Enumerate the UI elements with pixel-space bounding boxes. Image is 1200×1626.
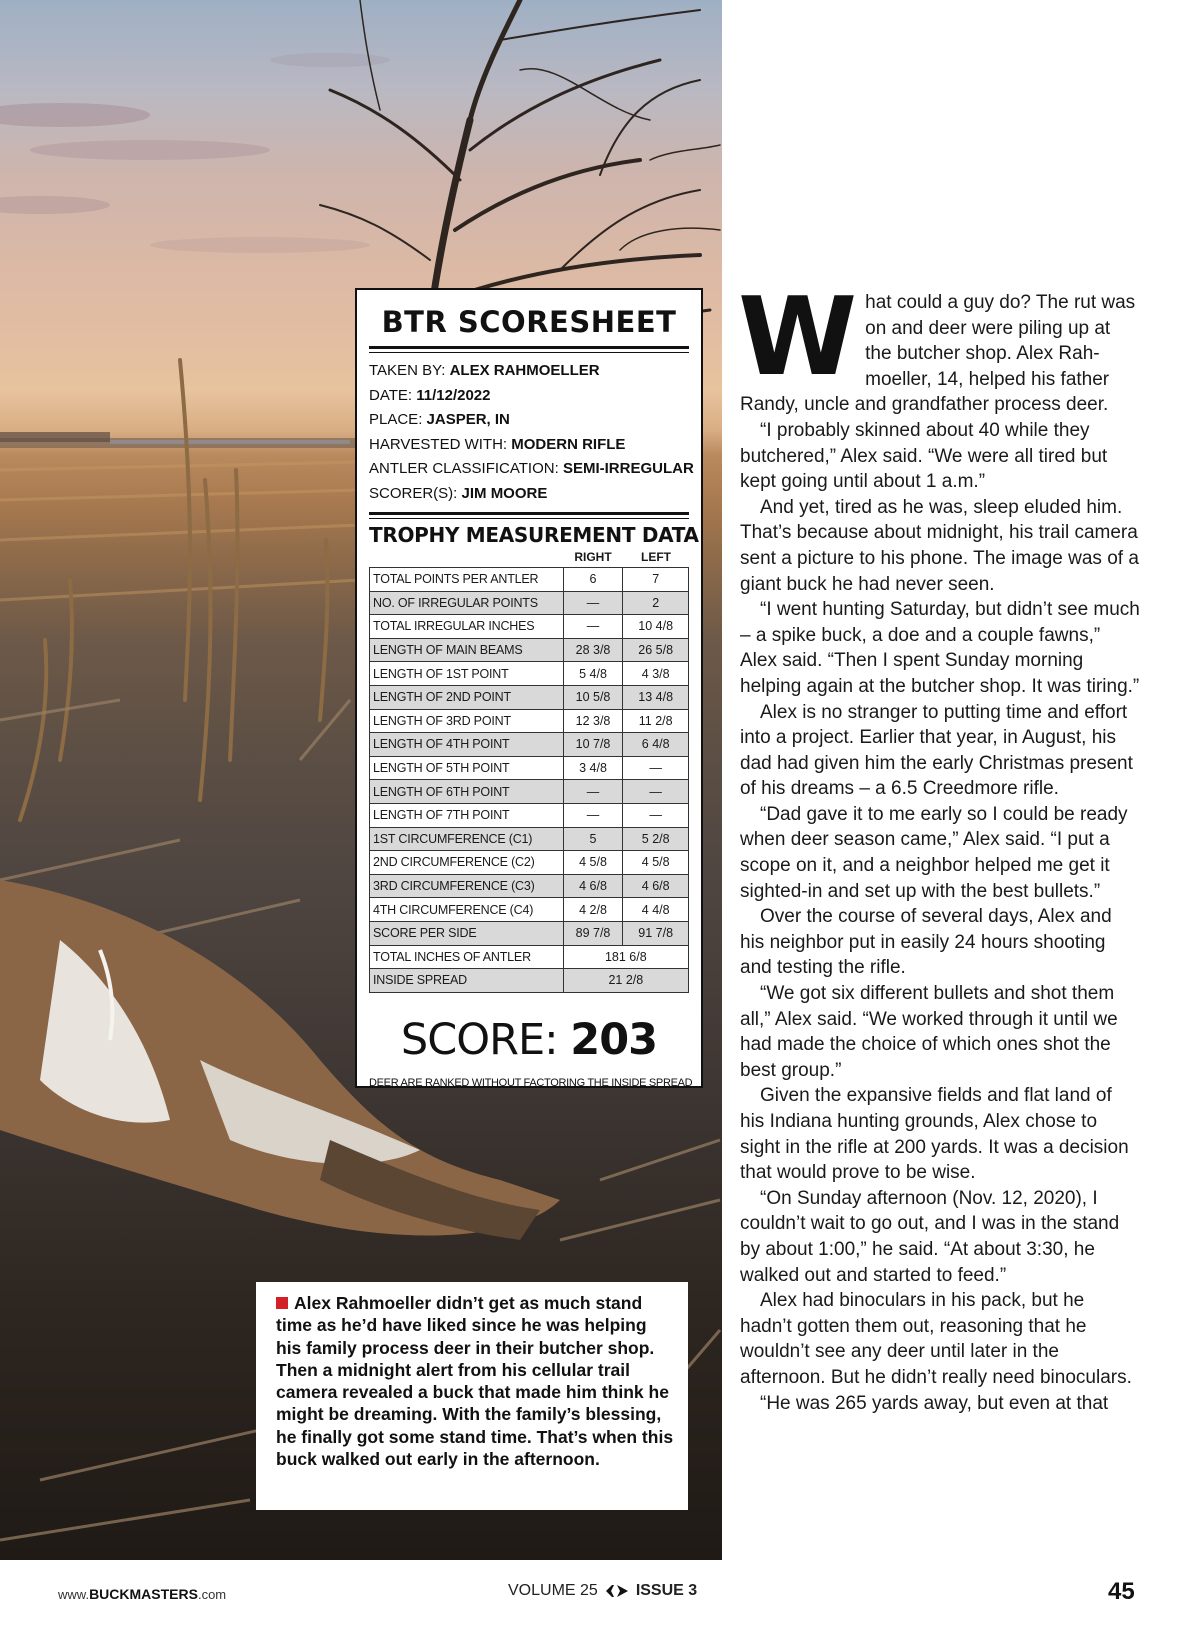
trophy-measurement-table [369, 567, 689, 993]
site-url[interactable] [58, 1586, 226, 1602]
site-prefix: www. [58, 1587, 90, 1602]
article-paragraph: Over the course of several days, Alex and his neighbor put in easily 24 hours shooting and testing the rifle. [740, 906, 1112, 979]
row-right: 4 2/8 [563, 898, 623, 922]
row-left: 91 7/8 [623, 921, 689, 945]
row-right: 3 4/8 [563, 756, 623, 780]
ranking-note: DEER ARE RANKED WITHOUT FACTORING THE INSIDE SPREAD [369, 1076, 693, 1089]
photo-caption [256, 1282, 688, 1510]
row-label: LENGTH OF 1ST POINT [370, 662, 564, 686]
row-right: 5 4/8 [563, 662, 623, 686]
row-left: 4 5/8 [623, 851, 689, 875]
row-label: TOTAL INCHES OF ANTLER [370, 945, 564, 969]
caption-marker [276, 1297, 288, 1309]
info-label: TAKEN BY: [369, 362, 450, 379]
row-right: 10 7/8 [563, 733, 623, 757]
row-label: LENGTH OF 7TH POINT [370, 803, 564, 827]
article-paragraph: And yet, tired as he was, sleep eluded him. That’s because about midnight, his trail camera sent a picture to his phone. The image was of a giant buck he had never seen. [740, 496, 1139, 595]
article-paragraph: “Dad gave it to me early so I could be ready when deer season came,” Alex said. “I put a scope on it, and a neighbor helped me get it sighted-in and set up with the best bullets.” [740, 803, 1128, 902]
issue-label: ISSUE 3 [635, 1582, 698, 1599]
row-label: 2ND CIRCUMFERENCE (C2) [370, 851, 564, 875]
article-paragraph: “On Sunday afternoon (Nov. 12, 2020), I couldn’t wait to go out, and I was in the stand by about 1:00,” he said. “At about 3:30, he walked out and started to feed.” [740, 1187, 1120, 1286]
table-row [370, 638, 689, 662]
table-row [370, 591, 689, 615]
info-value: MODERN RIFLE [511, 435, 626, 453]
row-label: LENGTH OF 3RD POINT [370, 709, 564, 733]
page-footer [0, 1570, 1200, 1610]
clouds [0, 53, 390, 253]
field-rows [0, 462, 360, 600]
row-right: 4 6/8 [563, 874, 623, 898]
info-label: HARVESTED WITH: [369, 435, 512, 453]
row-right: 4 5/8 [563, 851, 623, 875]
row-label: 4TH CIRCUMFERENCE (C4) [370, 898, 564, 922]
info-label: DATE: [369, 386, 417, 404]
row-spread-value: 21 2/8 [563, 969, 688, 993]
row-left: 4 4/8 [623, 898, 689, 922]
article-paragraph: “I probably skinned about 40 while they butchered,” Alex said. “We were all tired but kept going until about 1 a.m.” [740, 419, 1108, 493]
row-left: — [623, 756, 689, 780]
row-left: 4 6/8 [623, 874, 689, 898]
row-right: 6 [563, 568, 623, 592]
row-right: 12 3/8 [563, 709, 623, 733]
article-paragraph: Alex had binoculars in his pack, but he hadn’t gotten them out, reasoning that he wouldn’t see any deer until later in the afternoon. But he didn’t really need binoculars. [740, 1290, 1132, 1388]
row-total-value: 181 6/8 [563, 945, 688, 969]
info-value: ALEX RAHMOELLER [449, 362, 600, 379]
row-label: LENGTH OF 6TH POINT [370, 780, 564, 804]
row-right: 5 [563, 827, 623, 851]
row-left: 5 2/8 [623, 827, 689, 851]
row-left: 6 4/8 [623, 733, 689, 757]
info-antler-classification [369, 457, 694, 482]
table-row [370, 756, 689, 780]
volume-issue [508, 1582, 697, 1600]
volume-label: VOLUME 25 [508, 1582, 598, 1599]
drop-cap: W [738, 275, 858, 400]
info-rule [369, 512, 689, 519]
info-value: JASPER, IN [426, 411, 510, 428]
scoresheet-title: BTR SCORESHEET [381, 305, 677, 339]
table-row [370, 780, 689, 804]
table-row [370, 685, 689, 709]
table-row [370, 874, 689, 898]
table-row [370, 851, 689, 875]
info-value: JIM MOORE [461, 484, 548, 502]
column-headers [369, 547, 689, 567]
info-taken-by [369, 359, 689, 384]
row-label: TOTAL IRREGULAR INCHES [370, 615, 564, 639]
score-label: SCORE: [400, 1014, 571, 1065]
table-row-total [370, 945, 689, 969]
paragraph-text: hat could a guy do? The rut was on and deer were piling up at the butcher shop. Alex Rahmoeller, 14, helped his father Randy, uncle and grandfather process deer. [740, 292, 1136, 416]
info-harvested-with [369, 433, 689, 458]
row-left: 11 2/8 [623, 709, 689, 733]
table-row-spread [370, 969, 689, 993]
info-label: ANTLER CLASSIFICATION: [369, 460, 563, 477]
row-label: LENGTH OF 5TH POINT [370, 756, 564, 780]
col-left-header: LEFT [641, 550, 671, 564]
article-body [738, 275, 1140, 1416]
table-row [370, 733, 689, 757]
row-right: 10 5/8 [563, 685, 623, 709]
row-label: SCORE PER SIDE [370, 921, 564, 945]
row-right: — [563, 780, 623, 804]
row-label: NO. OF IRREGULAR POINTS [370, 591, 564, 615]
btr-scoresheet [355, 288, 703, 1088]
info-label: SCORER(S): [369, 484, 462, 502]
row-label: TOTAL POINTS PER ANTLER [370, 568, 564, 592]
table-row [370, 898, 689, 922]
article-paragraph: Alex is no stranger to putting time and effort into a project. Earlier that year, in August, his dad had given him the early Christmas present of his dreams – a 6.5 Creedmore rifle. [740, 701, 1133, 800]
row-left: 2 [623, 591, 689, 615]
row-label: LENGTH OF 4TH POINT [370, 733, 564, 757]
article-paragraph: Given the expansive fields and flat land of his Indiana hunting grounds, Alex chose to sight in the rifle at 200 yards. It was a decision that would prove to be wise. [740, 1085, 1129, 1184]
table-row [370, 921, 689, 945]
row-label: LENGTH OF MAIN BEAMS [370, 638, 564, 662]
table-row [370, 662, 689, 686]
trophy-data-title: TROPHY MEASUREMENT DATA [369, 523, 699, 547]
row-right: — [563, 803, 623, 827]
row-left: — [623, 780, 689, 804]
row-left: 26 5/8 [623, 638, 689, 662]
row-label: 1ST CIRCUMFERENCE (C1) [370, 827, 564, 851]
row-label: LENGTH OF 2ND POINT [370, 685, 564, 709]
table-row [370, 709, 689, 733]
caption-text: Alex Rahmoeller didn’t get as much stand time as he’d have liked since he was helping his family process deer in their butcher shop. Then a midnight alert from his cellular trail camera revealed a buck that made him think he might be dreaming. With the family’s blessing, he finally got some stand time. That’s when this buck walked out early in the afternoon. [276, 1293, 674, 1470]
site-suffix: .com [197, 1587, 227, 1602]
row-left: 13 4/8 [623, 685, 689, 709]
site-brand: BUCKMASTERS [89, 1586, 198, 1602]
info-scorers [369, 482, 689, 507]
row-right: 89 7/8 [563, 921, 623, 945]
row-left: 7 [623, 568, 689, 592]
table-row [370, 827, 689, 851]
row-right: — [563, 591, 623, 615]
row-left: 4 3/8 [623, 662, 689, 686]
info-value: SEMI-IRREGULAR [562, 460, 694, 477]
score-value: 203 [570, 1014, 658, 1065]
row-label: 3RD CIRCUMFERENCE (C3) [370, 874, 564, 898]
row-label: INSIDE SPREAD [370, 969, 564, 993]
row-left: 10 4/8 [623, 615, 689, 639]
info-value: 11/12/2022 [416, 386, 491, 404]
info-label: PLACE: [369, 411, 427, 428]
table-row [370, 568, 689, 592]
info-place [369, 408, 689, 433]
diamond-icon [606, 1585, 628, 1597]
article-paragraph: “I went hunting Saturday, but didn’t see much – a spike buck, a doe and a couple fawns,” Alex said. “Then I spent Sunday morning helping again at the butcher shop. It was tiring.” [740, 599, 1140, 697]
row-left: — [623, 803, 689, 827]
horizon-trees [0, 432, 360, 448]
row-right: 28 3/8 [563, 638, 623, 662]
table-row [370, 615, 689, 639]
title-rule [369, 346, 689, 353]
article-paragraph [738, 275, 1140, 418]
article-paragraph: “He was 265 yards away, but even at that [760, 1392, 1109, 1414]
info-date [369, 384, 689, 409]
article-paragraph: “We got six different bullets and shot them all,” Alex said. “We worked through it until we had made the choice of which ones shot the best group.” [740, 983, 1118, 1081]
col-right-header: RIGHT [574, 550, 612, 564]
page-number: 45 [1108, 1578, 1135, 1605]
table-row [370, 803, 689, 827]
final-score [369, 1015, 689, 1065]
row-right: — [563, 615, 623, 639]
